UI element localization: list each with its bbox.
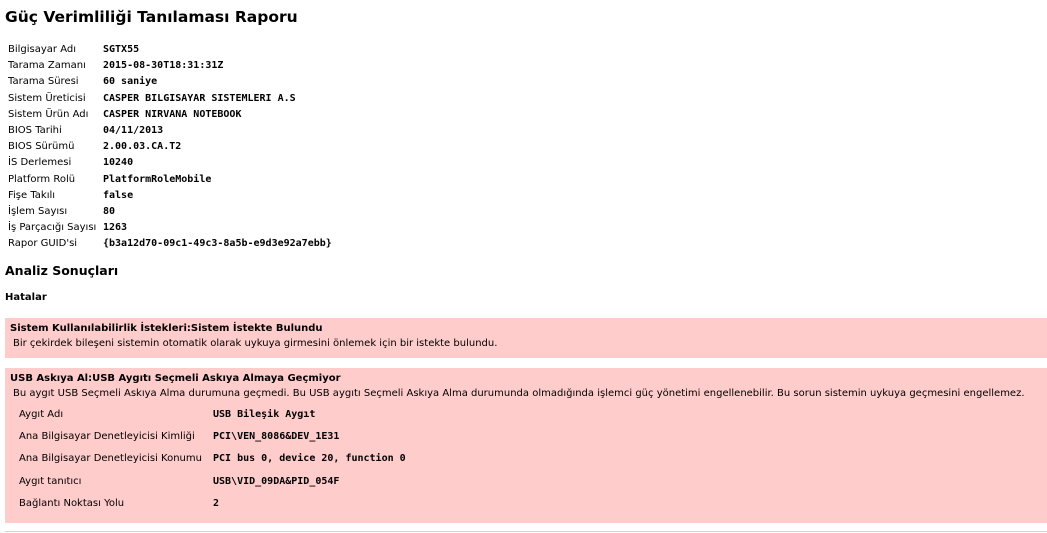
info-value: CASPER BILGISAYAR SISTEMLERI A.S [103,92,296,104]
info-label: Sistem Üreticisi [8,92,86,104]
info-row [8,172,332,188]
info-value: PlatformRoleMobile [103,173,212,185]
info-value: CASPER NIRVANA NOTEBOOK [103,108,242,120]
detail-label: Aygıt tanıtıcı [19,475,82,487]
detail-value: USB\VID_09DA&PID_054F [213,475,340,487]
report-title: Güç Verimliliği Tanılaması Raporu [5,8,298,26]
detail-row [19,448,406,470]
info-label: Sistem Ürün Adı [8,108,89,120]
detail-row [19,425,406,447]
issue-description: Bir çekirdek bileşeni sistemin otomatik olarak uykuya girmesini önlemek için bir istekte bulundu. [13,338,498,349]
system-info-table [8,42,332,253]
detail-label: Aygıt Adı [19,408,64,420]
info-row [8,139,332,155]
info-value: 04/11/2013 [103,125,164,137]
detail-value: PCI bus 0, device 20, function 0 [213,453,406,465]
detail-value: USB Bileşik Aygıt [213,408,316,420]
info-label: BIOS Tarihi [8,125,62,137]
info-value: 60 saniye [103,76,158,88]
info-label: Fişe Takılı [8,189,56,201]
info-value: {b3a12d70-09c1-49c3-8a5b-e9d3e92a7ebb} [103,238,332,250]
analysis-heading: Analiz Sonuçları [5,263,119,278]
detail-row [19,492,406,514]
issue-card [5,368,1047,523]
info-row [8,204,332,220]
info-label: İS Derlemesi [8,157,72,169]
info-row [8,236,332,252]
detail-label: Ana Bilgisayar Denetleyicisi Kimliği [19,430,195,442]
info-row [8,188,332,204]
info-row [8,107,332,123]
info-value: SGTX55 [103,44,140,55]
info-value: 10240 [103,157,134,169]
divider [5,531,1047,532]
issue-card [5,318,1047,358]
issue-details-table [19,403,406,514]
detail-row [19,470,406,492]
info-label: İşlem Sayısı [8,206,68,218]
info-row [8,123,332,139]
info-row [8,58,332,74]
info-label: İş Parçacığı Sayısı [8,222,97,234]
info-row [8,42,332,58]
info-label: BIOS Sürümü [8,141,75,153]
detail-value: PCI\VEN_8086&DEV_1E31 [213,430,340,442]
info-label: Tarama Süresi [8,76,79,88]
info-row [8,155,332,171]
detail-value: 2 [213,497,220,509]
info-row [8,220,332,236]
info-value: 80 [103,206,116,218]
detail-row [19,403,406,425]
info-row [8,91,332,107]
info-value: false [103,189,134,201]
info-value: 2.00.03.CA.T2 [103,141,182,153]
issue-title: USB Askıya Al:USB Aygıtı Seçmeli Askıya Almaya Geçmiyor [10,373,341,384]
issue-title: Sistem Kullanılabilirlik İstekleri:Sistem İstekte Bulundu [10,323,323,334]
detail-label: Ana Bilgisayar Denetleyicisi Konumu [19,453,202,465]
info-label: Platform Rolü [8,173,76,185]
info-value: 2015-08-30T18:31:31Z [103,60,224,72]
issue-description: Bu aygıt USB Seçmeli Askıya Alma durumuna geçmedi. Bu USB aygıtı Seçmeli Askıya Alma durumunda olmadığında işlemci güç yönetimi engellenebilir. Bu sorun sistemin uykuya geçmesini engellemez. [13,388,1025,399]
info-label: Rapor GUID'si [8,238,78,250]
info-label: Bilgisayar Adı [8,44,77,55]
detail-label: Bağlantı Noktası Yolu [19,497,125,509]
info-row [8,74,332,90]
errors-heading: Hatalar [5,292,47,303]
info-label: Tarama Zamanı [8,60,86,72]
info-value: 1263 [103,222,128,234]
